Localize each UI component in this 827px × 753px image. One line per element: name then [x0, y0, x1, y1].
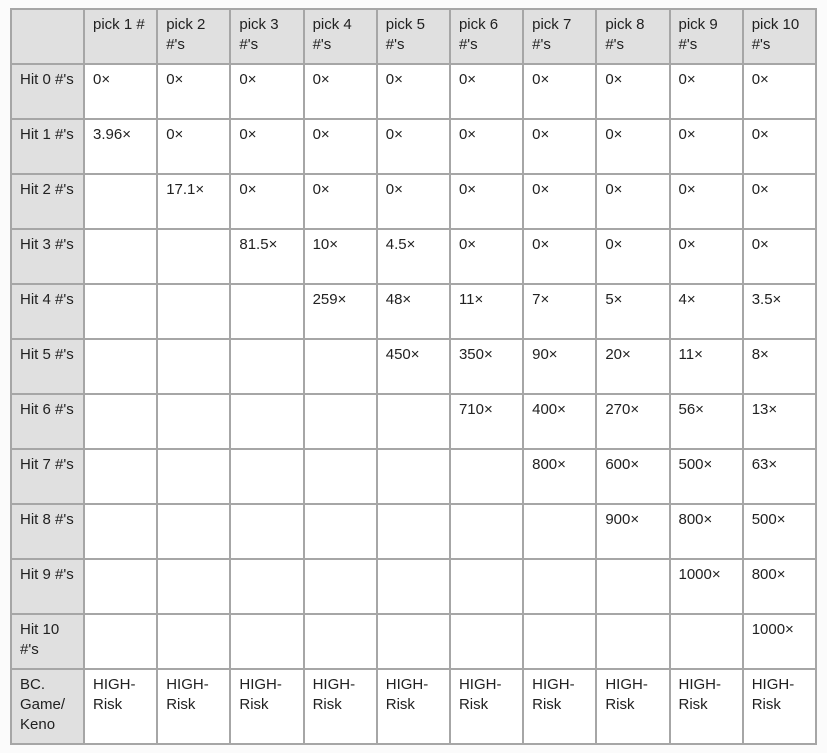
- value-cell: [157, 284, 230, 339]
- value-cell: 11×: [450, 284, 523, 339]
- value-cell: [84, 614, 157, 669]
- value-cell: HIGH-Risk: [450, 669, 523, 744]
- value-cell: [450, 614, 523, 669]
- value-cell: HIGH-Risk: [596, 669, 669, 744]
- value-cell: 0×: [377, 64, 450, 119]
- value-cell: 0×: [670, 64, 743, 119]
- value-cell: 0×: [596, 119, 669, 174]
- value-cell: [230, 449, 303, 504]
- value-cell: 0×: [84, 64, 157, 119]
- value-cell: 3.5×: [743, 284, 816, 339]
- value-cell: 7×: [523, 284, 596, 339]
- table-row: [11, 559, 816, 614]
- row-label: Hit 1 #'s: [11, 119, 84, 174]
- value-cell: [377, 614, 450, 669]
- value-cell: [304, 559, 377, 614]
- value-cell: 0×: [596, 229, 669, 284]
- table-row: [11, 449, 816, 504]
- value-cell: [157, 339, 230, 394]
- value-cell: [377, 504, 450, 559]
- value-cell: [157, 449, 230, 504]
- table-row: [11, 229, 816, 284]
- column-header-pick-2: pick 2 #'s: [157, 9, 230, 64]
- column-header-pick-8: pick 8 #'s: [596, 9, 669, 64]
- value-cell: [523, 504, 596, 559]
- header-row: [11, 9, 816, 64]
- column-header-pick-5: pick 5 #'s: [377, 9, 450, 64]
- column-header-pick-9: pick 9 #'s: [670, 9, 743, 64]
- value-cell: 0×: [450, 64, 523, 119]
- row-label: Hit 5 #'s: [11, 339, 84, 394]
- value-cell: [84, 449, 157, 504]
- value-cell: [157, 229, 230, 284]
- value-cell: 500×: [670, 449, 743, 504]
- value-cell: [596, 559, 669, 614]
- value-cell: 270×: [596, 394, 669, 449]
- value-cell: 0×: [523, 229, 596, 284]
- value-cell: 81.5×: [230, 229, 303, 284]
- value-cell: 0×: [596, 174, 669, 229]
- value-cell: [157, 559, 230, 614]
- value-cell: [304, 504, 377, 559]
- value-cell: 90×: [523, 339, 596, 394]
- value-cell: [230, 284, 303, 339]
- table-row: [11, 174, 816, 229]
- value-cell: 0×: [743, 174, 816, 229]
- value-cell: 900×: [596, 504, 669, 559]
- value-cell: 13×: [743, 394, 816, 449]
- value-cell: 11×: [670, 339, 743, 394]
- value-cell: 0×: [743, 64, 816, 119]
- row-label: Hit 8 #'s: [11, 504, 84, 559]
- value-cell: [157, 394, 230, 449]
- value-cell: [84, 174, 157, 229]
- value-cell: 800×: [743, 559, 816, 614]
- column-header-pick-3: pick 3 #'s: [230, 9, 303, 64]
- value-cell: [304, 339, 377, 394]
- value-cell: 0×: [670, 229, 743, 284]
- value-cell: HIGH-Risk: [377, 669, 450, 744]
- row-label: Hit 6 #'s: [11, 394, 84, 449]
- value-cell: 0×: [230, 174, 303, 229]
- value-cell: 0×: [377, 119, 450, 174]
- row-label: Hit 3 #'s: [11, 229, 84, 284]
- value-cell: [450, 504, 523, 559]
- value-cell: [377, 394, 450, 449]
- value-cell: 0×: [596, 64, 669, 119]
- value-cell: 710×: [450, 394, 523, 449]
- value-cell: 400×: [523, 394, 596, 449]
- column-header-pick-7: pick 7 #'s: [523, 9, 596, 64]
- value-cell: 0×: [450, 229, 523, 284]
- value-cell: 17.1×: [157, 174, 230, 229]
- row-label: Hit 9 #'s: [11, 559, 84, 614]
- value-cell: [84, 339, 157, 394]
- value-cell: 4×: [670, 284, 743, 339]
- value-cell: 63×: [743, 449, 816, 504]
- value-cell: [523, 614, 596, 669]
- row-label: Hit 4 #'s: [11, 284, 84, 339]
- value-cell: 0×: [743, 229, 816, 284]
- value-cell: HIGH-Risk: [304, 669, 377, 744]
- row-label: BC. Game/​Keno: [11, 669, 84, 744]
- value-cell: 1000×: [743, 614, 816, 669]
- value-cell: [450, 449, 523, 504]
- value-cell: 0×: [523, 174, 596, 229]
- value-cell: 800×: [523, 449, 596, 504]
- value-cell: 0×: [157, 119, 230, 174]
- value-cell: [84, 229, 157, 284]
- value-cell: 3.96×: [84, 119, 157, 174]
- value-cell: HIGH-Risk: [670, 669, 743, 744]
- keno-payout-table: [10, 8, 817, 745]
- value-cell: [596, 614, 669, 669]
- value-cell: 800×: [670, 504, 743, 559]
- value-cell: [230, 504, 303, 559]
- value-cell: HIGH-Risk: [157, 669, 230, 744]
- table-row: [11, 614, 816, 669]
- row-label: Hit 10 #'s: [11, 614, 84, 669]
- value-cell: 56×: [670, 394, 743, 449]
- corner-cell: [11, 9, 84, 64]
- value-cell: 0×: [450, 174, 523, 229]
- value-cell: 1000×: [670, 559, 743, 614]
- value-cell: 0×: [230, 119, 303, 174]
- value-cell: 0×: [450, 119, 523, 174]
- value-cell: 4.5×: [377, 229, 450, 284]
- value-cell: 20×: [596, 339, 669, 394]
- table-row: [11, 64, 816, 119]
- value-cell: [450, 559, 523, 614]
- row-label: Hit 7 #'s: [11, 449, 84, 504]
- value-cell: [304, 614, 377, 669]
- value-cell: 8×: [743, 339, 816, 394]
- value-cell: 0×: [670, 174, 743, 229]
- value-cell: HIGH-Risk: [523, 669, 596, 744]
- value-cell: [84, 504, 157, 559]
- table-header: [11, 9, 816, 64]
- value-cell: 0×: [523, 119, 596, 174]
- value-cell: [377, 449, 450, 504]
- value-cell: [157, 504, 230, 559]
- value-cell: [84, 284, 157, 339]
- value-cell: 0×: [304, 174, 377, 229]
- value-cell: 450×: [377, 339, 450, 394]
- value-cell: 0×: [523, 64, 596, 119]
- value-cell: 0×: [157, 64, 230, 119]
- value-cell: 0×: [670, 119, 743, 174]
- value-cell: [230, 394, 303, 449]
- value-cell: 0×: [230, 64, 303, 119]
- value-cell: [377, 559, 450, 614]
- value-cell: [157, 614, 230, 669]
- value-cell: 5×: [596, 284, 669, 339]
- value-cell: [230, 614, 303, 669]
- table-row: [11, 394, 816, 449]
- value-cell: 259×: [304, 284, 377, 339]
- value-cell: 48×: [377, 284, 450, 339]
- value-cell: [230, 559, 303, 614]
- value-cell: 10×: [304, 229, 377, 284]
- value-cell: 600×: [596, 449, 669, 504]
- table-row: [11, 284, 816, 339]
- value-cell: 0×: [304, 119, 377, 174]
- row-label: Hit 2 #'s: [11, 174, 84, 229]
- value-cell: [670, 614, 743, 669]
- value-cell: 0×: [743, 119, 816, 174]
- value-cell: [304, 394, 377, 449]
- value-cell: [230, 339, 303, 394]
- value-cell: [84, 394, 157, 449]
- table-row: [11, 669, 816, 744]
- value-cell: 0×: [304, 64, 377, 119]
- value-cell: [304, 449, 377, 504]
- table-row: [11, 119, 816, 174]
- table-body: [11, 64, 816, 744]
- column-header-pick-1: pick 1 #: [84, 9, 157, 64]
- value-cell: 0×: [377, 174, 450, 229]
- value-cell: HIGH-Risk: [743, 669, 816, 744]
- value-cell: [523, 559, 596, 614]
- value-cell: [84, 559, 157, 614]
- value-cell: HIGH-Risk: [230, 669, 303, 744]
- table-row: [11, 504, 816, 559]
- value-cell: 500×: [743, 504, 816, 559]
- value-cell: 350×: [450, 339, 523, 394]
- value-cell: HIGH-Risk: [84, 669, 157, 744]
- column-header-pick-10: pick 10 #'s: [743, 9, 816, 64]
- column-header-pick-6: pick 6 #'s: [450, 9, 523, 64]
- table-row: [11, 339, 816, 394]
- row-label: Hit 0 #'s: [11, 64, 84, 119]
- column-header-pick-4: pick 4 #'s: [304, 9, 377, 64]
